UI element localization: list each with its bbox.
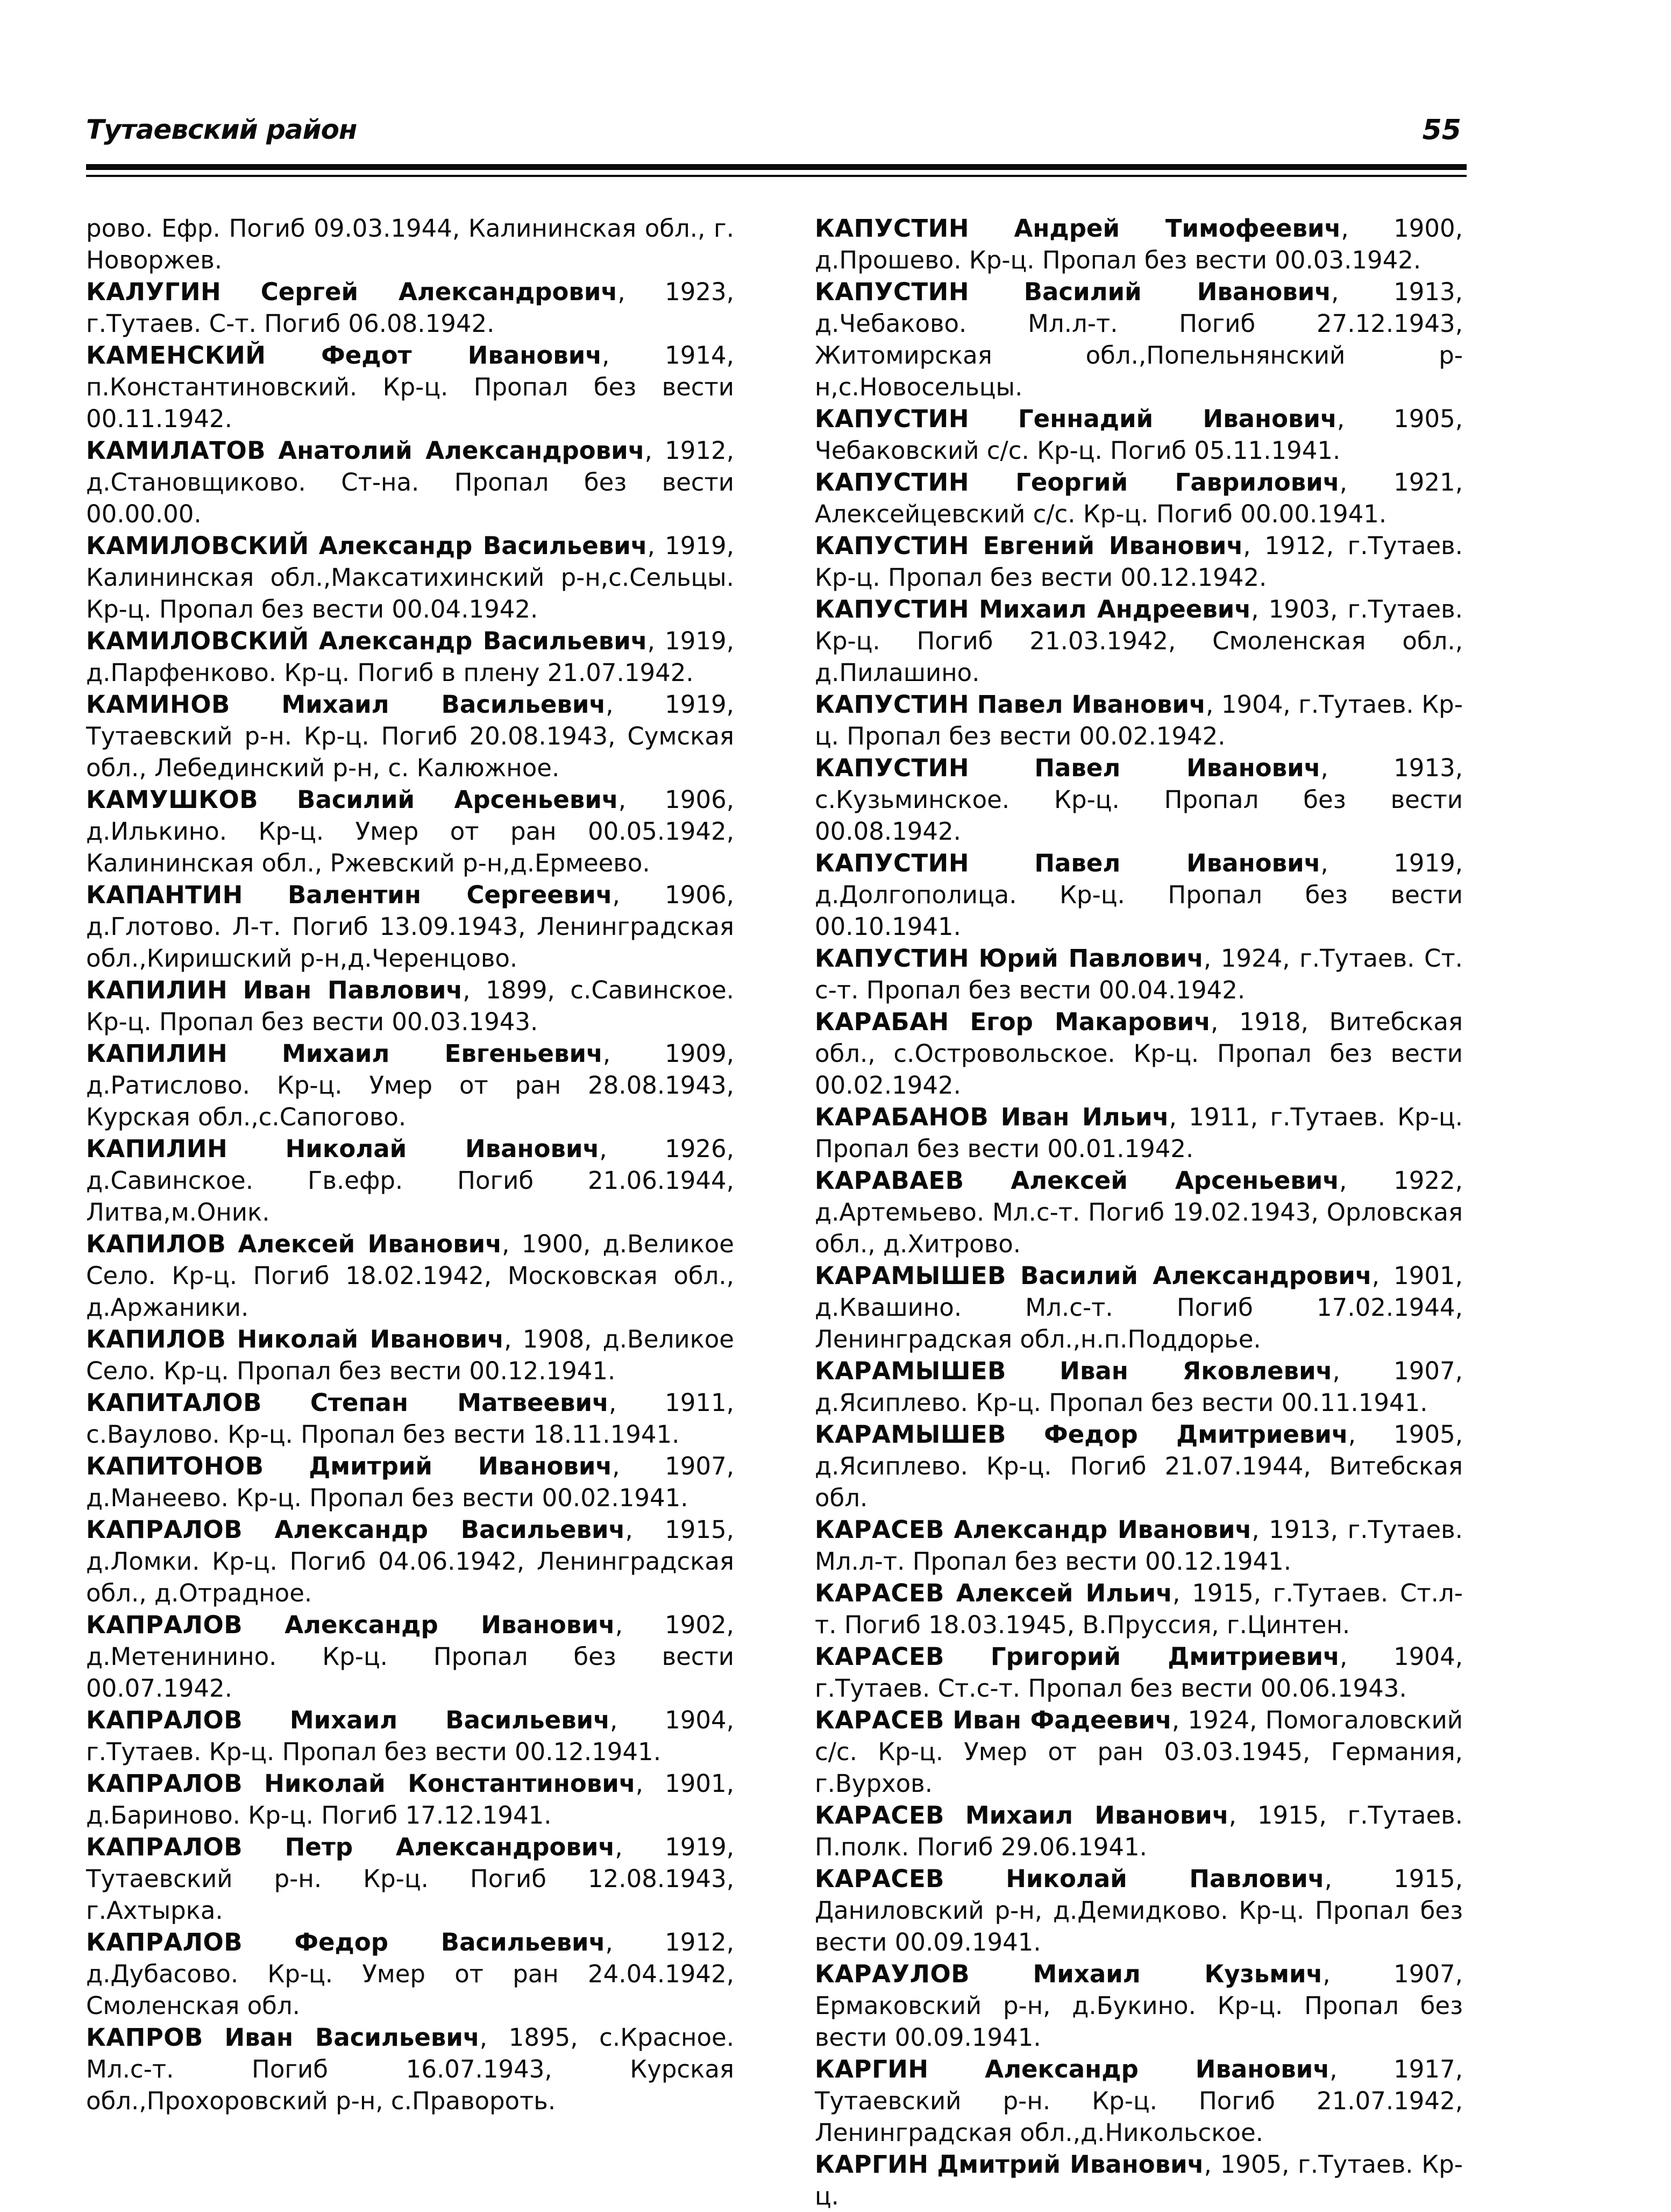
entry-details: рово. Ефр. Погиб 09.03.1944, Калининская обл., г. Новоржев.	[86, 214, 734, 274]
entry-surname: КАРАУЛОВ	[815, 1960, 970, 1988]
entry-details: , 1913, д.Чебаково. Мл.л-т. Погиб 27.12.1943, Житомирская обл.,Попельнянский р-н,с.Новосельцы.	[815, 278, 1463, 401]
right-column	[815, 212, 1463, 2212]
register-entry	[815, 403, 1463, 466]
register-entry	[815, 942, 1463, 1006]
entry-surname: КАРАСЕВ	[815, 1515, 944, 1544]
register-entry	[86, 1768, 734, 1831]
entry-details: , 1922, д.Артемьево. Мл.с-т. Погиб 19.02.1943, Орловская обл., д.Хитрово.	[815, 1166, 1463, 1258]
entry-details: , 1926, д.Савинское. Гв.ефр. Погиб 21.06.1944, Литва,м.Оник.	[86, 1135, 734, 1226]
entry-given-name: Юрий Павлович	[978, 944, 1204, 973]
entry-details: , 1907, д.Ясиплево. Кр-ц. Пропал без вести 00.11.1941.	[815, 1357, 1463, 1417]
entry-details: , 1911, с.Ваулово. Кр-ц. Пропал без вести 18.11.1941.	[86, 1388, 734, 1449]
entry-surname: КАПУСТИН	[815, 405, 970, 433]
register-entry	[815, 212, 1463, 276]
register-entry	[86, 1926, 734, 2022]
entry-details: , 1915, г.Тутаев. Ст.л-т. Погиб 18.03.1945, В.Пруссия, г.Цинтен.	[815, 1579, 1463, 1639]
register-entry	[86, 212, 734, 276]
entry-details: , 1903, г.Тутаев. Кр-ц. Погиб 21.03.1942, Смоленская обл., д.Пилашино.	[815, 595, 1463, 687]
register-entry	[815, 1419, 1463, 1514]
entry-given-name: Александр Васильевич	[274, 1515, 625, 1544]
entry-details: , 1912, д.Становщиково. Ст-на. Пропал без вести 00.00.00.	[86, 436, 734, 528]
entry-given-name: Михаил Иванович	[965, 1801, 1229, 1830]
entry-surname: КАПУСТИН	[815, 595, 970, 623]
entry-surname: КАПРАЛОВ	[86, 1769, 243, 1798]
entry-details: , 1909, д.Ратислово. Кр-ц. Умер от ран 28.08.1943, Курская обл.,с.Сапогово.	[86, 1039, 735, 1131]
register-entry	[815, 1958, 1463, 2053]
entry-details: , 1905, д.Ясиплево. Кр-ц. Погиб 21.07.1944, Витебская обл.	[815, 1420, 1463, 1512]
entry-given-name: Георгий Гаврилович	[1015, 468, 1340, 497]
entry-surname: КАПУСТИН	[815, 690, 970, 719]
entry-details: , 1911, г.Тутаев. Кр-ц. Пропал без вести 00.01.1942.	[815, 1103, 1463, 1163]
entry-given-name: Иван Ильич	[1000, 1103, 1169, 1131]
entry-surname: КАПУСТИН	[815, 531, 970, 560]
register-entry	[86, 1704, 734, 1768]
register-entry	[86, 1450, 734, 1514]
register-entry	[86, 879, 734, 974]
entry-given-name: Федот Иванович	[321, 341, 602, 370]
entry-surname: КАМЕНСКИЙ	[86, 341, 266, 370]
entry-given-name: Николай Павлович	[1006, 1864, 1325, 1893]
entry-given-name: Григорий Дмитриевич	[990, 1642, 1340, 1671]
page-number: 55	[1422, 114, 1461, 146]
entry-details: , 1907, д.Манеево. Кр-ц. Пропал без вести 00.02.1941.	[86, 1452, 735, 1512]
entry-surname: КАПИЛИН	[86, 1135, 228, 1163]
entry-given-name: Николай Иванович	[285, 1135, 600, 1163]
entry-surname: КАПИЛИН	[86, 1039, 228, 1068]
register-entry	[815, 2053, 1463, 2149]
entry-details: , 1913, с.Кузьминское. Кр-ц. Пропал без вести 00.08.1942.	[815, 754, 1463, 846]
entry-surname: КАРАСЕВ	[815, 1864, 944, 1893]
entry-given-name: Андрей Тимофеевич	[1014, 214, 1341, 243]
register-entry	[86, 1323, 734, 1387]
entry-surname: КАПРАЛОВ	[86, 1833, 243, 1861]
register-entry	[815, 1355, 1463, 1419]
register-entry	[86, 2022, 734, 2117]
entry-given-name: Михаил Андреевич	[979, 595, 1252, 623]
entry-details: , 1904, г.Тутаев. Ст.с-т. Пропал без вести 00.06.1943.	[815, 1642, 1463, 1703]
entry-details: , 1912, г.Тутаев. Кр-ц. Пропал без вести 00.12.1942.	[815, 531, 1463, 592]
entry-surname: КАМИЛОВСКИЙ	[86, 627, 309, 655]
entry-surname: КАПУСТИН	[815, 944, 970, 973]
entry-given-name: Николай Константинович	[264, 1769, 636, 1798]
register-entry	[815, 276, 1463, 403]
entry-details: , 1917, Тутаевский р-н. Кр-ц. Погиб 21.07.1942, Ленинградская обл.,д.Никольское.	[815, 2055, 1463, 2147]
entry-details: , 1913, г.Тутаев. Мл.л-т. Пропал без вести 00.12.1941.	[815, 1515, 1463, 1576]
entry-given-name: Дмитрий Иванович	[309, 1452, 613, 1480]
entry-surname: КАРАМЫШЕВ	[815, 1420, 1006, 1449]
entry-surname: КАМИЛОВСКИЙ	[86, 531, 309, 560]
entry-surname: КАРГИН	[815, 2150, 929, 2179]
entry-details: , 1899, с.Савинское. Кр-ц. Пропал без вести 00.03.1943.	[86, 976, 734, 1036]
entry-surname: КАМИНОВ	[86, 690, 230, 719]
register-entry	[815, 1006, 1463, 1101]
entry-details: , 1912, д.Дубасово. Кр-ц. Умер от ран 24.04.1942, Смоленская обл.	[86, 1928, 734, 2020]
register-entry	[86, 625, 734, 689]
entry-details: , 1915, д.Ломки. Кр-ц. Погиб 04.06.1942, Ленинградская обл., д.Отрадное.	[86, 1515, 734, 1607]
register-entry	[815, 593, 1463, 689]
entry-given-name: Александр Васильевич	[318, 627, 648, 655]
entry-given-name: Василий Арсеньевич	[297, 785, 618, 814]
register-entry	[86, 1831, 734, 1926]
entry-surname: КАРАБАНОВ	[815, 1103, 989, 1131]
entry-details: , 1919, Тутаевский р-н. Кр-ц. Погиб 12.08.1943, г.Ахтырка.	[86, 1833, 735, 1925]
register-entry	[815, 1101, 1463, 1165]
entry-details: , 1904, г.Тутаев. Кр-ц. Пропал без вести 00.02.1942.	[815, 690, 1463, 750]
entry-given-name: Александр Иванович	[285, 1611, 615, 1639]
entry-details: , 1895, с.Красное. Мл.с-т. Погиб 16.07.1943, Курская обл.,Прохоровский р-н, с.Правороть.	[86, 2023, 734, 2115]
entry-surname: КАПРАЛОВ	[86, 1611, 243, 1639]
register-entry	[86, 530, 734, 625]
entry-given-name: Евгений Иванович	[983, 531, 1243, 560]
register-entry	[815, 2149, 1463, 2212]
entry-details: , 1905, Чебаковский с/с. Кр-ц. Погиб 05.11.1941.	[815, 405, 1463, 465]
entry-given-name: Иван Павлович	[243, 976, 463, 1004]
entry-surname: КАПРАЛОВ	[86, 1706, 243, 1734]
entry-given-name: Егор Макарович	[970, 1008, 1211, 1036]
entry-surname: КАРАСЕВ	[815, 1801, 944, 1830]
entry-details: , 1906, д.Глотово. Л-т. Погиб 13.09.1943, Ленинградская обл.,Киришский р-н,д.Черенцово.	[86, 881, 734, 973]
entry-surname: КАПИЛОВ	[86, 1230, 226, 1258]
entry-surname: КАПАНТИН	[86, 881, 243, 909]
register-entry	[815, 530, 1463, 593]
entry-surname: КАМИЛАТОВ	[86, 436, 266, 465]
entry-surname: КАРАСЕВ	[815, 1579, 944, 1607]
entry-details: , 1921, Алексейцевский с/с. Кр-ц. Погиб 00.00.1941.	[815, 468, 1463, 528]
entry-given-name: Михаил Кузьмич	[1033, 1960, 1323, 1988]
register-entry	[815, 1577, 1463, 1641]
entry-given-name: Павел Иванович	[1034, 849, 1321, 877]
register-entry	[815, 1165, 1463, 1260]
entry-details: , 1900, д.Прошево. Кр-ц. Пропал без вести 00.03.1942.	[815, 214, 1463, 274]
register-entry	[815, 1641, 1463, 1704]
register-entry	[86, 339, 734, 435]
entry-given-name: Михаил Васильевич	[281, 690, 606, 719]
register-entry	[86, 1038, 734, 1133]
entry-given-name: Василий Александрович	[1020, 1261, 1372, 1290]
entry-details: , 1905, г.Тутаев. Кр-ц.	[815, 2150, 1463, 2210]
register-entry	[86, 1228, 734, 1323]
entry-given-name: Александр Иванович	[954, 1515, 1252, 1544]
entry-surname: КАЛУГИН	[86, 278, 222, 306]
entry-details: , 1924, Помогаловский с/с. Кр-ц. Умер от ран 03.03.1945, Германия, г.Вурхов.	[815, 1706, 1463, 1798]
entry-surname: КАПУСТИН	[815, 849, 970, 877]
entry-details: , 1919, д.Парфенково. Кр-ц. Погиб в плену 21.07.1942.	[86, 627, 734, 687]
register-entry	[86, 1514, 734, 1609]
entry-given-name: Федор Васильевич	[294, 1928, 606, 1956]
header-rule-thin	[86, 175, 1467, 177]
entry-surname: КАПРОВ	[86, 2023, 203, 2052]
entry-details: , 1919, д.Долгополица. Кр-ц. Пропал без вести 00.10.1941.	[815, 849, 1463, 941]
entry-given-name: Валентин Сергеевич	[287, 881, 613, 909]
entry-given-name: Алексей Ильич	[956, 1579, 1173, 1607]
register-entry	[815, 689, 1463, 752]
entry-surname: КАРАСЕВ	[815, 1642, 944, 1671]
entry-details: , 1914, п.Константиновский. Кр-ц. Пропал без вести 00.11.1942.	[86, 341, 734, 433]
left-column	[86, 212, 734, 2117]
entry-details: , 1915, Даниловский р-н, д.Демидково. Кр-ц. Пропал без вести 00.09.1941.	[815, 1864, 1463, 1956]
entry-details: , 1906, д.Илькино. Кр-ц. Умер от ран 00.05.1942, Калининская обл., Ржевский р-н,д.Ермеево.	[86, 785, 735, 877]
register-entry	[86, 974, 734, 1038]
entry-surname: КАПУСТИН	[815, 278, 970, 306]
entry-given-name: Иван Васильевич	[224, 2023, 480, 2052]
entry-surname: КАРАСЕВ	[815, 1706, 944, 1734]
entry-details: , 1923, г.Тутаев. С-т. Погиб 06.08.1942.	[86, 278, 734, 338]
entry-details: , 1900, д.Великое Село. Кр-ц. Погиб 18.02.1942, Московская обл., д.Аржаники.	[86, 1230, 734, 1322]
entry-given-name: Сергей Александрович	[260, 278, 618, 306]
entry-details: , 1919, Тутаевский р-н. Кр-ц. Погиб 20.08.1943, Сумская обл., Лебединский р-н, с. Калюжное.	[86, 690, 734, 782]
entry-details: , 1919, Калининская обл.,Максатихинский р-н,с.Сельцы. Кр-ц. Пропал без вести 00.04.1942.	[86, 531, 734, 623]
entry-surname: КАПРАЛОВ	[86, 1928, 243, 1956]
register-entry	[86, 784, 734, 879]
entry-given-name: Анатолий Александрович	[278, 436, 645, 465]
entry-given-name: Петр Александрович	[285, 1833, 615, 1861]
register-entry	[815, 1799, 1463, 1863]
register-entry	[86, 689, 734, 784]
entry-surname: КАМУШКОВ	[86, 785, 259, 814]
entry-given-name: Павел Иванович	[1034, 754, 1321, 782]
entry-surname: КАРАМЫШЕВ	[815, 1357, 1006, 1385]
entry-given-name: Александр Иванович	[985, 2055, 1330, 2083]
entry-given-name: Александр Васильевич	[318, 531, 648, 560]
register-entry	[815, 1514, 1463, 1577]
entry-surname: КАРАМЫШЕВ	[815, 1261, 1006, 1290]
entry-given-name: Федор Дмитриевич	[1044, 1420, 1348, 1449]
running-header-title: Тутаевский район	[86, 114, 357, 145]
entry-surname: КАПУСТИН	[815, 468, 970, 497]
entry-details: , 1915, г.Тутаев. П.полк. Погиб 29.06.1941.	[815, 1801, 1463, 1861]
entry-given-name: Алексей Арсеньевич	[1011, 1166, 1340, 1195]
entry-given-name: Павел Иванович	[977, 690, 1206, 719]
register-entry	[86, 276, 734, 339]
register-entry	[86, 1387, 734, 1450]
entry-given-name: Дмитрий Иванович	[937, 2150, 1204, 2179]
entry-given-name: Алексей Иванович	[238, 1230, 502, 1258]
register-entry	[815, 752, 1463, 847]
entry-surname: КАПИЛОВ	[86, 1325, 226, 1353]
entry-surname: КАРГИН	[815, 2055, 929, 2083]
entry-given-name: Михаил Евгеньевич	[282, 1039, 603, 1068]
entry-given-name: Иван Фадеевич	[952, 1706, 1172, 1734]
entry-surname: КАРАВАЕВ	[815, 1166, 964, 1195]
entry-given-name: Василий Иванович	[1023, 278, 1332, 306]
entry-surname: КАПУСТИН	[815, 214, 970, 243]
register-entry	[86, 1609, 734, 1704]
entry-details: , 1918, Витебская обл., с.Островольское. Кр-ц. Пропал без вести 00.02.1942.	[815, 1008, 1463, 1100]
entry-given-name: Степан Матвеевич	[310, 1388, 609, 1417]
entry-details: , 1901, д.Квашино. Мл.с-т. Погиб 17.02.1944, Ленинградская обл.,н.п.Поддорье.	[815, 1261, 1463, 1353]
entry-surname: КАРАБАН	[815, 1008, 949, 1036]
entry-details: , 1924, г.Тутаев. Ст. с-т. Пропал без вести 00.04.1942.	[815, 944, 1463, 1004]
entry-given-name: Иван Яковлевич	[1060, 1357, 1333, 1385]
entry-details: , 1908, д.Великое Село. Кр-ц. Пропал без вести 00.12.1941.	[86, 1325, 734, 1385]
entry-surname: КАПИЛИН	[86, 976, 228, 1004]
register-entry	[815, 1863, 1463, 1958]
entry-surname: КАПИТОНОВ	[86, 1452, 264, 1480]
entry-surname: КАПРАЛОВ	[86, 1515, 243, 1544]
register-entry	[86, 1133, 734, 1228]
register-entry	[815, 466, 1463, 530]
register-entry	[815, 1704, 1463, 1799]
register-entry	[86, 435, 734, 530]
entry-details: , 1901, д.Бариново. Кр-ц. Погиб 17.12.1941.	[86, 1769, 734, 1830]
entry-given-name: Михаил Васильевич	[289, 1706, 610, 1734]
entry-given-name: Геннадий Иванович	[1018, 405, 1337, 433]
entry-details: , 1907, Ермаковский р-н, д.Букино. Кр-ц. Пропал без вести 00.09.1941.	[815, 1960, 1463, 2052]
entry-given-name: Николай Иванович	[237, 1325, 504, 1353]
entry-surname: КАПУСТИН	[815, 754, 970, 782]
entry-surname: КАПИТАЛОВ	[86, 1388, 262, 1417]
register-entry	[815, 847, 1463, 942]
entry-details: , 1904, г.Тутаев. Кр-ц. Пропал без вести 00.12.1941.	[86, 1706, 734, 1766]
entry-details: , 1902, д.Метенинино. Кр-ц. Пропал без вести 00.07.1942.	[86, 1611, 734, 1703]
register-entry	[815, 1260, 1463, 1355]
header-rule-thick	[86, 164, 1467, 170]
